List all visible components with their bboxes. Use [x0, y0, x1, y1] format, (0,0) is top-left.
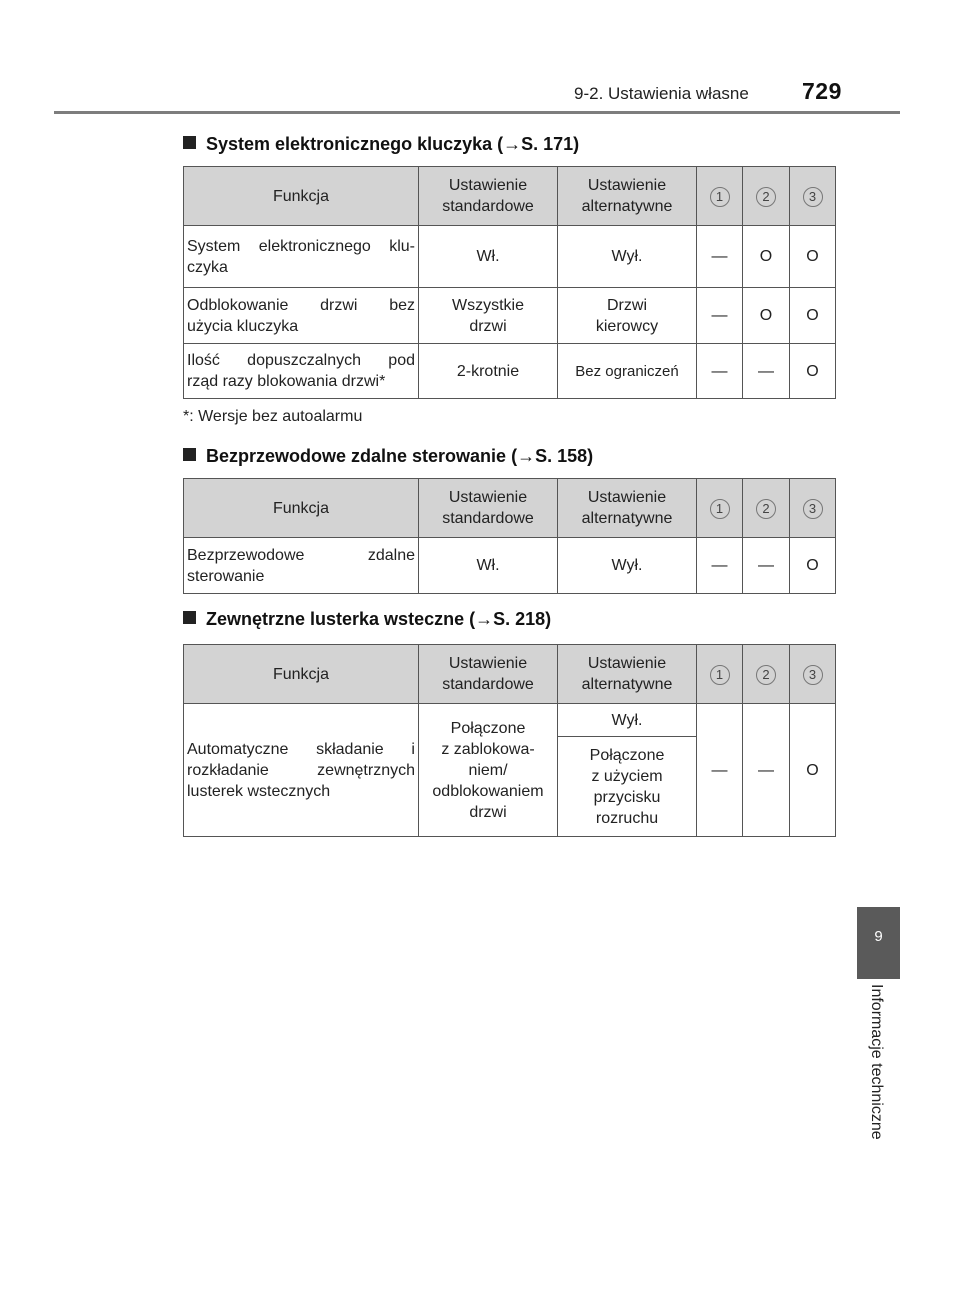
- header-customization-method-3: [790, 479, 836, 538]
- header-default: Ustawienie standardowe: [419, 167, 558, 226]
- alternative-cell: Połączone z użyciem przycisku rozruchu: [558, 737, 697, 837]
- table-row: [184, 704, 836, 737]
- alternative-cell: Wył.: [558, 704, 697, 737]
- arrow-right-icon: →: [503, 134, 522, 154]
- header-customization-method-1: [697, 645, 743, 704]
- method-2-mark: —: [743, 344, 790, 399]
- header-customization-method-1: [697, 167, 743, 226]
- arrow-right-icon: →: [475, 609, 494, 629]
- function-cell: System elektronicznego klu- czyka: [184, 226, 419, 288]
- method-3-mark: O: [790, 226, 836, 288]
- method-1-mark: —: [697, 344, 743, 399]
- table-row: [184, 538, 836, 594]
- chapter-title: 9-2. Ustawienia własne: [574, 84, 749, 103]
- method-1-mark: —: [697, 704, 743, 837]
- function-cell: Automatyczne składanie i rozkładanie zewnętrznych lusterek wstecznych: [184, 704, 419, 837]
- function-cell: Odblokowanie drzwi bez użycia kluczyka: [184, 288, 419, 344]
- number-1-icon: 1: [710, 499, 730, 519]
- number-1-icon: 1: [710, 665, 730, 685]
- chapter-tab-number[interactable]: 9: [857, 907, 900, 979]
- bullet-square-icon: [183, 136, 196, 149]
- settings-table-smart-key: [183, 166, 836, 399]
- page-header: [0, 0, 960, 115]
- method-3-mark: O: [790, 344, 836, 399]
- default-cell: 2-krotnie: [419, 344, 558, 399]
- number-2-icon: 2: [756, 499, 776, 519]
- default-cell: Wszystkie drzwi: [419, 288, 558, 344]
- header-divider: [54, 111, 900, 114]
- number-3-icon: 3: [803, 665, 823, 685]
- chapter-tab-text: Informacje techniczne: [868, 984, 885, 1140]
- bullet-square-icon: [183, 611, 196, 624]
- method-1-mark: —: [697, 226, 743, 288]
- method-3-mark: O: [790, 288, 836, 344]
- settings-table-outside-mirrors: [183, 644, 836, 837]
- method-2-mark: —: [743, 704, 790, 837]
- method-2-mark: —: [743, 538, 790, 594]
- function-cell: Bezprzewodowe zdalne sterowanie: [184, 538, 419, 594]
- default-cell: Wł.: [419, 538, 558, 594]
- header-customization-method-2: [743, 167, 790, 226]
- alternative-cell: Drzwi kierowcy: [558, 288, 697, 344]
- page-reference-link[interactable]: S. 218): [493, 609, 552, 629]
- number-1-icon: 1: [710, 187, 730, 207]
- header-customization-method-3: [790, 645, 836, 704]
- section-heading-wireless-remote: Bezprzewodowe zdalne sterowanie (→S. 158): [183, 446, 593, 467]
- method-2-mark: O: [743, 226, 790, 288]
- method-2-mark: O: [743, 288, 790, 344]
- number-2-icon: 2: [756, 187, 776, 207]
- number-3-icon: 3: [803, 187, 823, 207]
- header-function: Funkcja: [184, 479, 419, 538]
- alternative-cell: Wył.: [558, 538, 697, 594]
- footnote: *: Wersje bez autoalarmu: [183, 408, 363, 425]
- default-cell: Wł.: [419, 226, 558, 288]
- header-customization-method-2: [743, 479, 790, 538]
- function-cell: Ilość dopuszczalnych pod rząd razy blokowania drzwi*: [184, 344, 419, 399]
- method-1-mark: —: [697, 538, 743, 594]
- header-function: Funkcja: [184, 645, 419, 704]
- page-reference-link[interactable]: S. 158): [535, 446, 594, 466]
- arrow-right-icon: →: [517, 446, 536, 466]
- method-3-mark: O: [790, 538, 836, 594]
- header-customization-method-2: [743, 645, 790, 704]
- method-3-mark: O: [790, 704, 836, 837]
- table-row: [184, 226, 836, 288]
- number-2-icon: 2: [756, 665, 776, 685]
- default-cell: Połączone z zablokowa- niem/ odblokowaniem drzwi: [419, 704, 558, 837]
- header-default: Ustawienie standardowe: [419, 645, 558, 704]
- page-number: 729: [802, 78, 842, 104]
- section-heading-smart-key: System elektronicznego kluczyka (→S. 171): [183, 134, 579, 155]
- header-alternative: Ustawienie alternatywne: [558, 479, 697, 538]
- header-default: Ustawienie standardowe: [419, 479, 558, 538]
- table-row: [184, 344, 836, 399]
- header-function: Funkcja: [184, 167, 419, 226]
- header-alternative: Ustawienie alternatywne: [558, 167, 697, 226]
- page-reference-link[interactable]: S. 171): [521, 134, 580, 154]
- chapter-tab-label: [857, 979, 900, 1193]
- table-row: [184, 288, 836, 344]
- bullet-square-icon: [183, 448, 196, 461]
- alternative-cell: Wył.: [558, 226, 697, 288]
- header-alternative: Ustawienie alternatywne: [558, 645, 697, 704]
- header-customization-method-1: [697, 479, 743, 538]
- section-heading-outside-mirrors: Zewnętrzne lusterka wsteczne (→S. 218): [183, 609, 551, 630]
- method-1-mark: —: [697, 288, 743, 344]
- settings-table-wireless-remote: [183, 478, 836, 594]
- header-customization-method-3: [790, 167, 836, 226]
- alternative-cell: Bez ograniczeń: [558, 344, 697, 399]
- number-3-icon: 3: [803, 499, 823, 519]
